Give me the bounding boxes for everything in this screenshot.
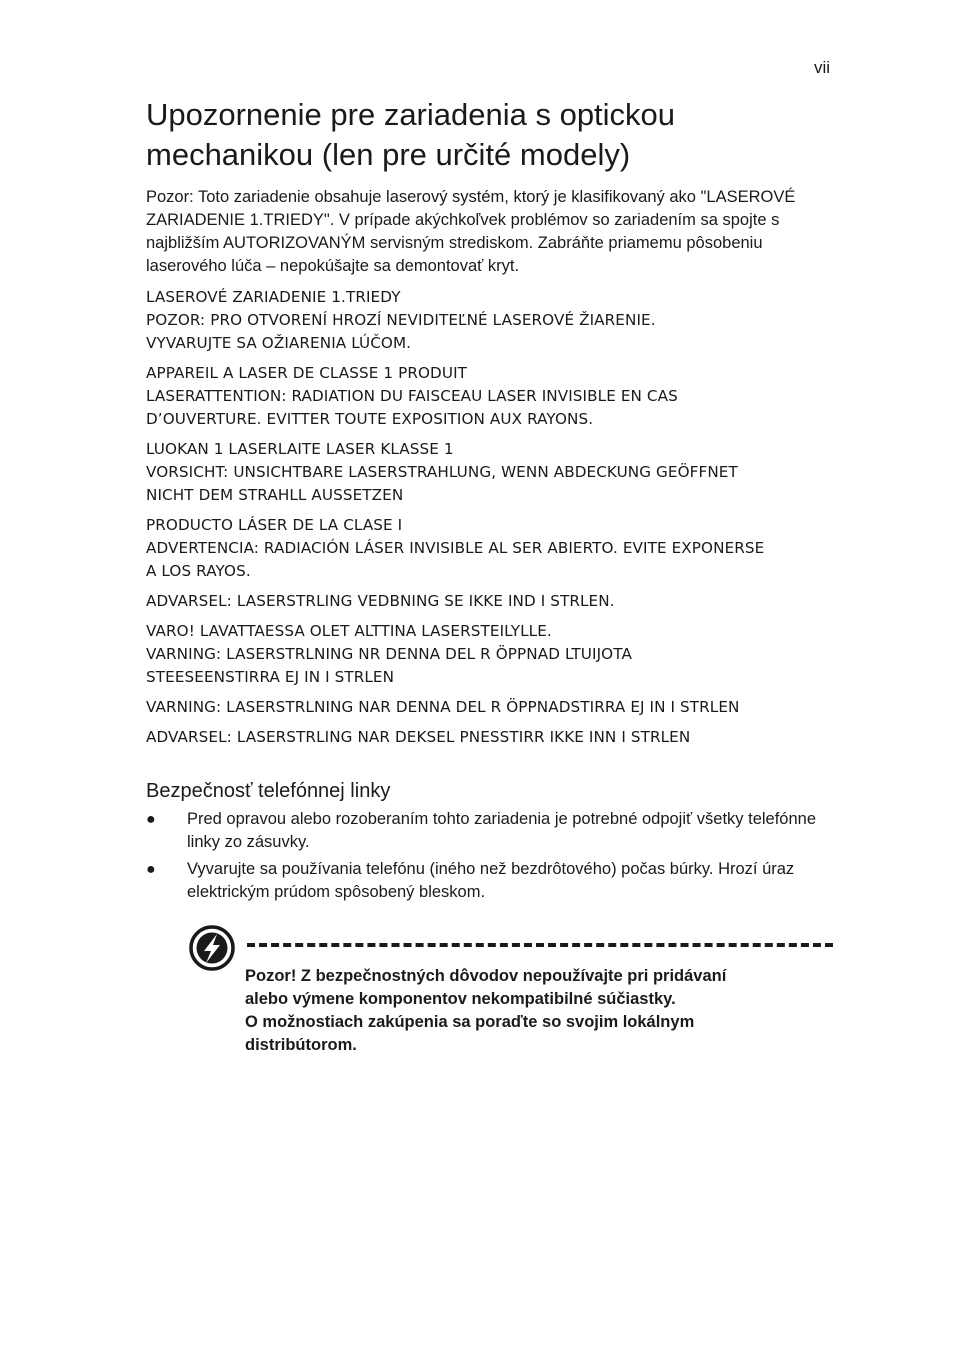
notice-line: APPAREIL A LASER DE CLASSE 1 PRODUIT	[146, 364, 468, 382]
notice-line: A LOS RAYOS.	[146, 562, 251, 580]
notice-line: LUOKAN 1 LASERLAITE LASER KLASSE 1	[146, 440, 454, 458]
list-item	[146, 808, 836, 854]
warning-line: alebo výmene komponentov nekompatibilné súčiastky.	[245, 990, 676, 1008]
list-item-text: Vyvarujte sa používania telefónu (iného než bezdrôtového) počas búrky. Hrozí úraz elektrickým prúdom spôsobený bleskom.	[187, 860, 795, 901]
notice-line: LASERATTENTION: RADIATION DU FAISCEAU LASER INVISIBLE EN CAS	[146, 387, 678, 405]
laser-notice-slovak	[146, 286, 836, 355]
laser-notice-german	[146, 438, 836, 507]
phone-safety-list	[146, 808, 836, 908]
bullet-icon: ●	[146, 811, 156, 828]
laser-notice-swedish	[146, 696, 836, 719]
laser-notice-spanish	[146, 514, 836, 583]
laser-notice-norwegian	[146, 726, 836, 749]
laser-notice-danish	[146, 590, 836, 613]
notice-line: D’OUVERTURE. EVITTER TOUTE EXPOSITION AUX RAYONS.	[146, 410, 594, 428]
warning-line: Pozor! Z bezpečnostných dôvodov nepoužívajte pri pridávaní	[245, 967, 727, 985]
notice-line: VYVARUJTE SA OŽIARENIA LÚČOM.	[146, 334, 412, 352]
notice-line: NICHT DEM STRAHLL AUSSETZEN	[146, 486, 404, 504]
page-title: Upozornenie pre zariadenia s optickou mechanikou (len pre určité modely)	[146, 97, 676, 172]
laser-notice-finnish-swedish	[146, 620, 836, 689]
list-item	[146, 858, 836, 904]
laser-notices	[146, 286, 836, 756]
notice-line: VORSICHT: UNSICHTBARE LASERSTRAHLUNG, WENN ABDECKUNG GEÖFFNET	[146, 463, 738, 481]
notice-line: ADVERTENCIA: RADIACIÓN LÁSER INVISIBLE AL SER ABIERTO. EVITE EXPONERSE	[146, 539, 765, 557]
notice-line: VARNING: LASERSTRLNING NR DENNA DEL R ÖPPNAD LTUIJOTA	[146, 645, 632, 663]
notice-line: VARO! LAVATTAESSA OLET ALTTINA LASERSTEILYLLE.	[146, 622, 552, 640]
warning-divider	[247, 943, 833, 947]
warning-text	[245, 965, 835, 1057]
warning-line: distribútorom.	[245, 1036, 357, 1054]
warning-line: O možnostiach zakúpenia sa poraďte so svojim lokálnym	[245, 1013, 695, 1031]
laser-notice-french	[146, 362, 836, 431]
list-item-text: Pred opravou alebo rozoberaním tohto zariadenia je potrebné odpojiť všetky telefónne linky zo zásuvky.	[187, 810, 817, 851]
notice-line: PRODUCTO LÁSER DE LA CLASE I	[146, 516, 403, 534]
intro-paragraph: Pozor: Toto zariadenie obsahuje laserový systém, ktorý je klasifikovaný ako "LASEROVÉ ZARIADENIE 1.TRIEDY". V prípade akýchkoľvek problémov so zariadením sa spojte s najbližším AUTORIZOVANÝM servisným strediskom. Zabráňte priamemu pôsobeniu laserového lúča – nepokúšajte sa demontovať kryt.	[146, 188, 796, 275]
notice-line: LASEROVÉ ZARIADENIE 1.TRIEDY	[146, 288, 401, 306]
bullet-icon: ●	[146, 861, 156, 878]
lightning-warning-icon	[188, 924, 236, 972]
notice-line: ADVARSEL: LASERSTRLING NAR DEKSEL PNESSTIRR IKKE INN I STRLEN	[146, 728, 691, 746]
notice-line: ADVARSEL: LASERSTRLING VEDBNING SE IKKE IND I STRLEN.	[146, 592, 615, 610]
notice-line: POZOR: PRO OTVORENÍ HROZÍ NEVIDITEĽNÉ LASEROVÉ ŽIARENIE.	[146, 311, 656, 329]
notice-line: STEESEENSTIRRA EJ IN I STRLEN	[146, 668, 395, 686]
phone-safety-heading: Bezpečnosť telefónnej linky	[146, 780, 391, 802]
notice-line: VARNING: LASERSTRLNING NAR DENNA DEL R ÖPPNADSTIRRA EJ IN I STRLEN	[146, 698, 740, 716]
page-number: vii	[813, 58, 830, 77]
